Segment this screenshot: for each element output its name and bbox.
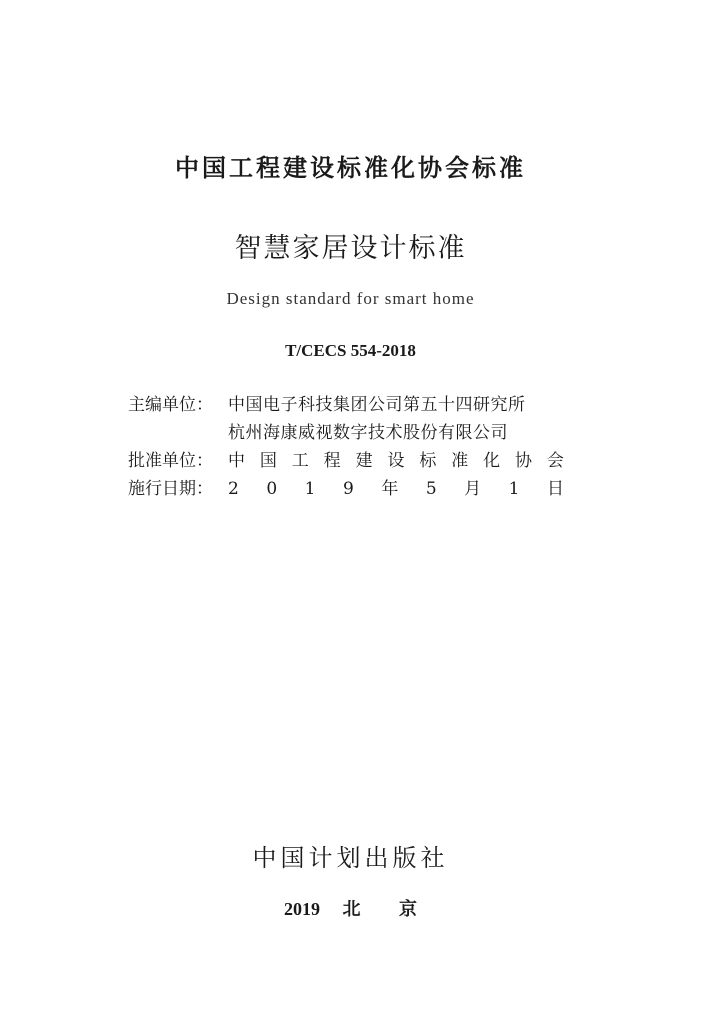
- editor-label: 主编单位：: [128, 395, 213, 415]
- date-char: 1: [508, 479, 520, 499]
- approver-char: 设: [387, 451, 405, 471]
- approver-char: 标: [419, 451, 437, 471]
- date-char: 2: [228, 479, 239, 499]
- approver-char: 准: [451, 451, 469, 471]
- footer-city-char-2: 京: [399, 899, 417, 919]
- approver-label: 批准单位：: [128, 451, 213, 471]
- approver-char: 化: [483, 451, 501, 471]
- date-char: 9: [342, 479, 354, 499]
- approver-char: 国: [259, 451, 277, 471]
- editor-row-2: [128, 419, 564, 447]
- footer-year: 2019: [284, 899, 320, 919]
- document-title: 智慧家居设计标准: [234, 233, 467, 264]
- standard-code: T/CECS 554-2018: [285, 341, 416, 360]
- approver-value: [228, 447, 564, 475]
- date-char: 5: [425, 479, 437, 499]
- organization-standard-heading: 中国工程建设标准化协会标准: [175, 154, 526, 182]
- date-value: [228, 475, 564, 503]
- date-row: [128, 475, 564, 503]
- editor-line-1: 中国电子科技集团公司第五十四研究所: [228, 395, 526, 415]
- approver-row: [128, 447, 564, 475]
- editor-line-2: 杭州海康威视数字技术股份有限公司: [228, 423, 508, 443]
- info-block: [128, 391, 564, 503]
- date-char: 年: [381, 479, 399, 499]
- date-char: 1: [304, 479, 316, 499]
- approver-char: 程: [323, 451, 341, 471]
- approver-char: 协: [515, 451, 533, 471]
- date-label: 施行日期：: [128, 479, 213, 499]
- approver-char: 中: [228, 451, 245, 471]
- editor-label-spacer: [128, 419, 228, 447]
- editor-row: [128, 391, 564, 419]
- date-char: 日: [546, 479, 564, 499]
- footer-year-city: [0, 895, 701, 921]
- approver-char: 工: [291, 451, 309, 471]
- date-char: 0: [266, 479, 278, 499]
- footer-city-char-1: 北: [342, 899, 361, 919]
- english-title: Design standard for smart home: [226, 289, 475, 308]
- approver-char: 会: [546, 451, 564, 471]
- approver-char: 建: [355, 451, 373, 471]
- date-char: 月: [464, 479, 482, 499]
- publisher-name: 中国计划出版社: [252, 844, 449, 872]
